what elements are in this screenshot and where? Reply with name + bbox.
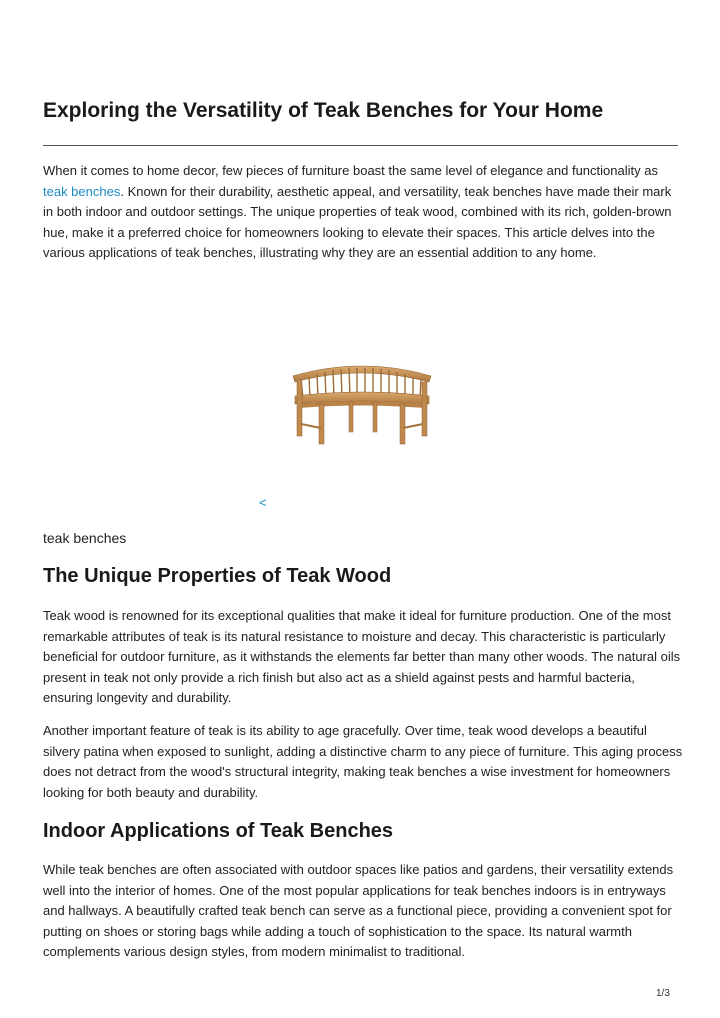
- section-heading-indoor: Indoor Applications of Teak Benches: [43, 820, 394, 842]
- image-caption: teak benches: [43, 530, 127, 546]
- intro-paragraph: [43, 161, 678, 264]
- teak-benches-link[interactable]: teak benches: [43, 183, 121, 199]
- article-title: Exploring the Versatility of Teak Benches for Your Home: [43, 99, 604, 122]
- properties-paragraph-2: Another important feature of teak is its ability to age gracefully. Over time, teak wood develops a beautiful silvery patina when exposed to sunlight, adding a distinctive charm to any piece of furniture. This aging process does not detract from the wood's structural integrity, making teak benches a wise investment for homeowners looking for both beauty and durability.: [43, 723, 683, 800]
- page-number: 1/3: [656, 988, 670, 999]
- intro-text-after-link: . Known for their durability, aesthetic appeal, and versatility, teak benches have made their mark in both indoor and outdoor settings. The unique properties of teak wood, combined with its rich, golden-brown hue, make it a preferred choice for homeowners looking to elevate their spaces. This article delves into the various applications of teak benches, illustrating why they are an essential addition to any home.: [43, 183, 672, 260]
- intro-text-before-link: When it comes to home decor, few pieces of furniture boast the same level of elegance and functionality as: [43, 163, 658, 178]
- banana-bench-illustration: [289, 358, 435, 462]
- properties-paragraph-1: Teak wood is renowned for its exceptional qualities that make it ideal for furniture production. One of the most remarkable attributes of teak is its natural resistance to moisture and decay. This characteristic is particularly beneficial for outdoor furniture, as it withstands the elements far better than many other woods. The natural oils present in teak not only provide a rich finish but also act as a shield against pests and harmful bacteria, ensuring longevity and durability.: [43, 608, 681, 705]
- teak-bench-image: [289, 358, 435, 462]
- section-heading-properties: The Unique Properties of Teak Wood: [43, 565, 392, 587]
- indoor-paragraph-1: While teak benches are often associated with outdoor spaces like patios and gardens, their versatility extends well into the interior of homes. One of the most popular applications for teak benches indoors is in entryways and hallways. A beautifully crafted teak bench can serve as a functional piece, providing a convenient spot for putting on shoes or storing bags while adding a touch of sophistication to the space. Its natural warmth complements various design styles, from modern minimalist to traditional.: [43, 862, 674, 959]
- image-nav-arrow[interactable]: <: [259, 495, 267, 510]
- title-divider: [43, 145, 678, 146]
